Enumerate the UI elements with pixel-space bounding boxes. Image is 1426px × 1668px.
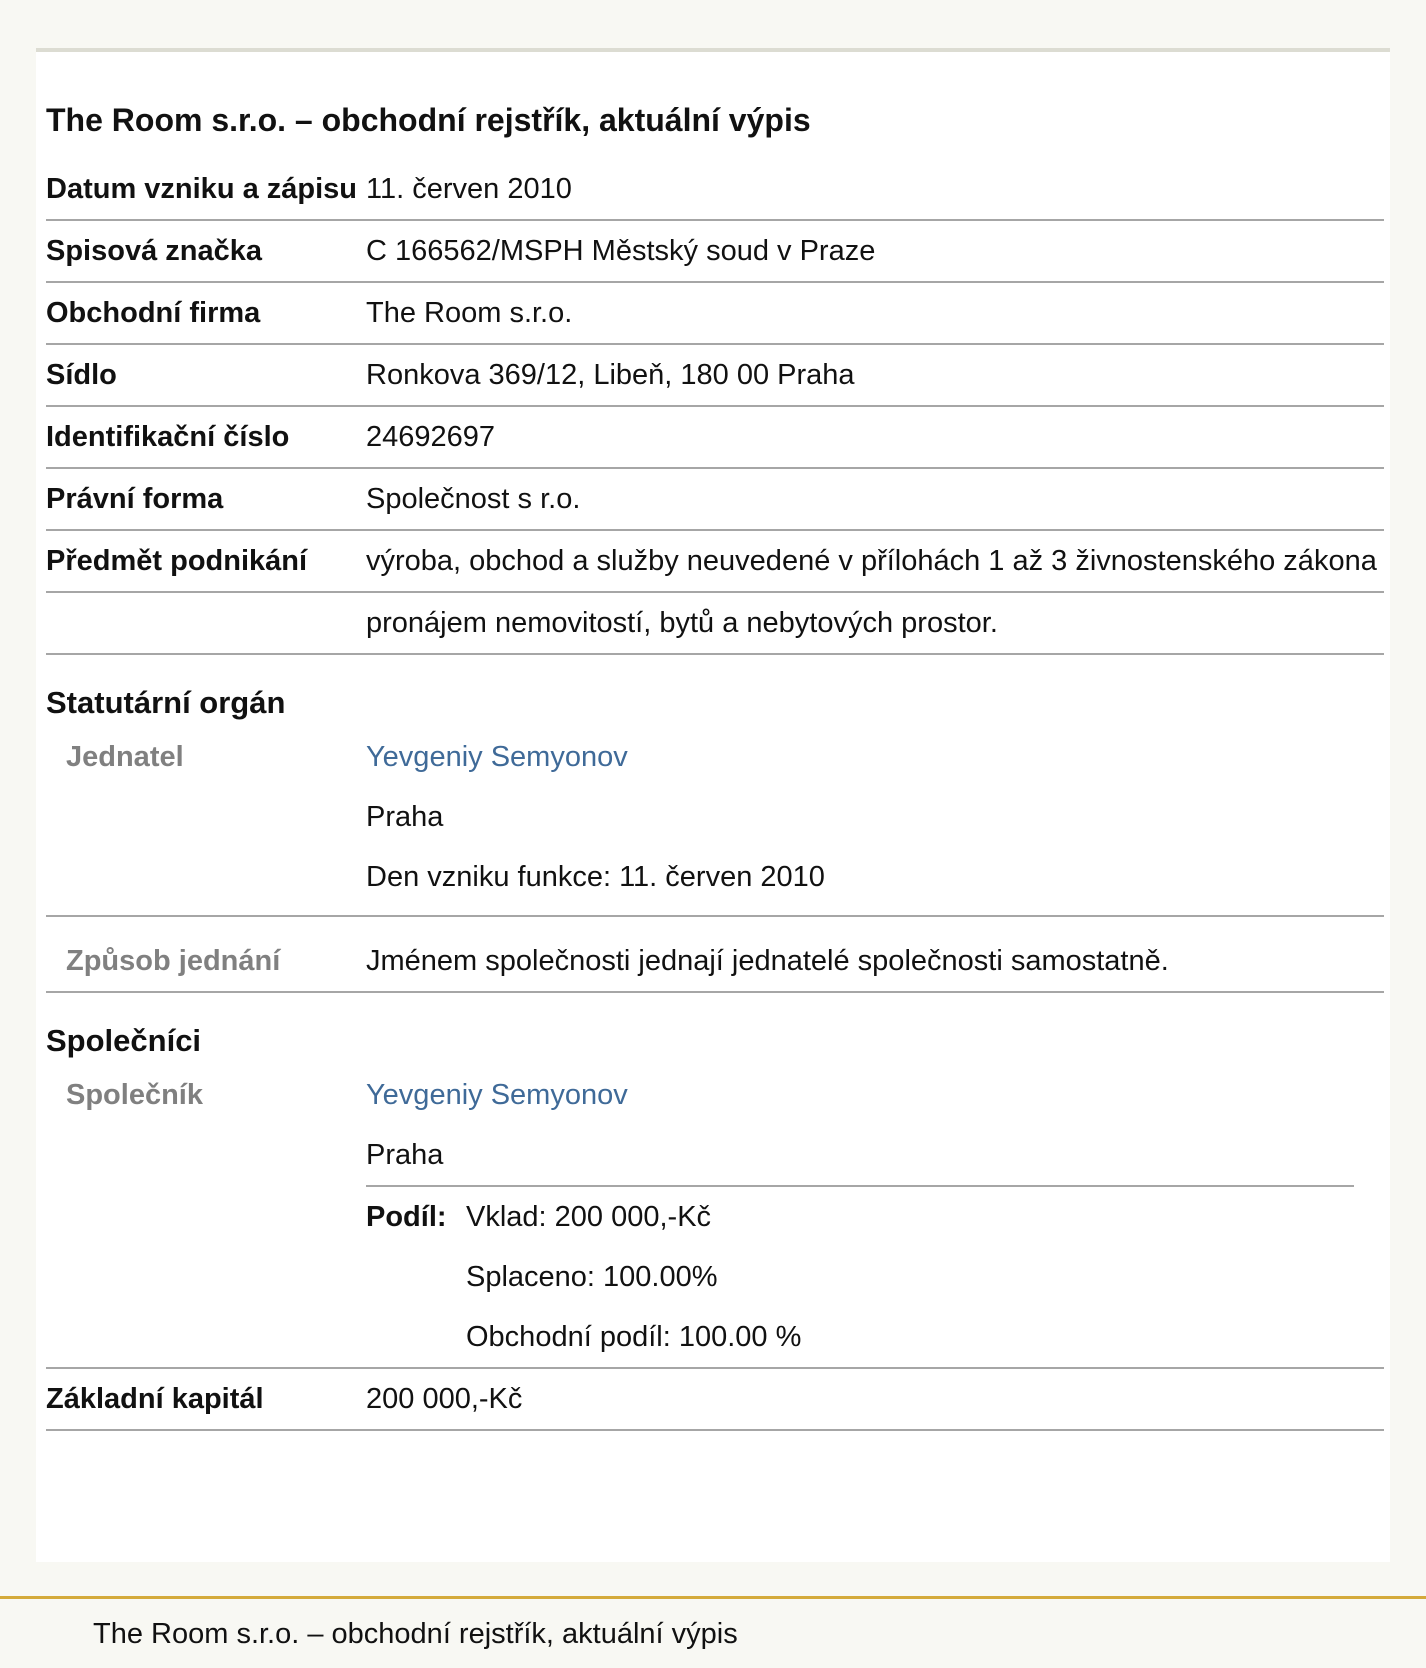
podil-block — [366, 1187, 1384, 1367]
spolecnik-city: Praha — [366, 1139, 444, 1171]
section-heading-spolecnici: Společníci — [46, 1023, 202, 1058]
row-value: Jménem společnosti jednají jednatelé společnosti samostatně. — [366, 945, 1169, 977]
row-sidlo — [46, 345, 1384, 407]
row-sub-label: Společník — [66, 1079, 203, 1111]
row-value: The Room s.r.o. — [366, 297, 573, 329]
podil-label: Podíl: — [366, 1201, 447, 1233]
footer-accent-line — [0, 1596, 1426, 1599]
row-spolecnik — [46, 1065, 1384, 1369]
row-label-empty — [46, 593, 366, 653]
row-value: Společnost s r.o. — [366, 483, 581, 515]
row-spisova-znacka — [46, 221, 1384, 283]
row-predmet-podnikani — [46, 531, 1384, 593]
podil-vklad: Vklad: 200 000,-Kč — [466, 1201, 712, 1233]
row-obchodni-firma — [46, 283, 1384, 345]
row-label: Předmět podnikání — [46, 545, 308, 577]
footer-title: The Room s.r.o. – obchodní rejstřík, aktuální výpis — [93, 1618, 738, 1650]
row-label: Datum vzniku a zápisu — [46, 173, 358, 205]
row-identifikacni-cislo — [46, 407, 1384, 469]
row-sub-label: Způsob jednání — [66, 945, 281, 977]
row-label: Sídlo — [46, 359, 117, 391]
row-datum-vzniku — [46, 159, 1384, 221]
jednatel-city: Praha — [366, 801, 444, 833]
row-zakladni-kapital — [46, 1369, 1384, 1431]
row-value: C 166562/MSPH Městský soud v Praze — [366, 235, 876, 267]
row-label: Základní kapitál — [46, 1383, 264, 1415]
row-jednatel — [46, 727, 1384, 917]
row-value: výroba, obchod a služby neuvedené v přílohách 1 až 3 živnostenského zákona — [366, 545, 1377, 577]
jednatel-name-link[interactable]: Yevgeniy Semyonov — [366, 741, 628, 773]
row-value: 24692697 — [366, 421, 496, 453]
row-pravni-forma — [46, 469, 1384, 531]
row-label: Právní forma — [46, 483, 224, 515]
spolecnik-details — [366, 1065, 1384, 1367]
jednatel-details — [366, 727, 1384, 915]
spolecnik-name-link[interactable]: Yevgeniy Semyonov — [366, 1079, 628, 1111]
row-value: pronájem nemovitostí, bytů a nebytových prostor. — [366, 607, 998, 639]
row-label: Identifikační číslo — [46, 421, 290, 453]
jednatel-since: Den vzniku funkce: 11. červen 2010 — [366, 861, 825, 893]
podil-values — [466, 1187, 801, 1367]
row-zpusob-jednani — [46, 917, 1384, 993]
row-value: 200 000,-Kč — [366, 1383, 523, 1415]
podil-obchodni: Obchodní podíl: 100.00 % — [466, 1321, 802, 1353]
registry-table — [46, 159, 1384, 1431]
registry-card — [36, 48, 1390, 1562]
row-value: 11. červen 2010 — [366, 173, 572, 205]
podil-splaceno: Splaceno: 100.00% — [466, 1261, 718, 1293]
row-sub-label: Jednatel — [66, 741, 184, 773]
page-title: The Room s.r.o. – obchodní rejstřík, aktuální výpis — [46, 102, 811, 138]
row-label: Obchodní firma — [46, 297, 261, 329]
row-label: Spisová značka — [46, 235, 262, 267]
row-predmet-podnikani-2 — [46, 593, 1384, 655]
section-heading-statutarni: Statutární orgán — [46, 685, 286, 720]
row-value: Ronkova 369/12, Libeň, 180 00 Praha — [366, 359, 855, 391]
